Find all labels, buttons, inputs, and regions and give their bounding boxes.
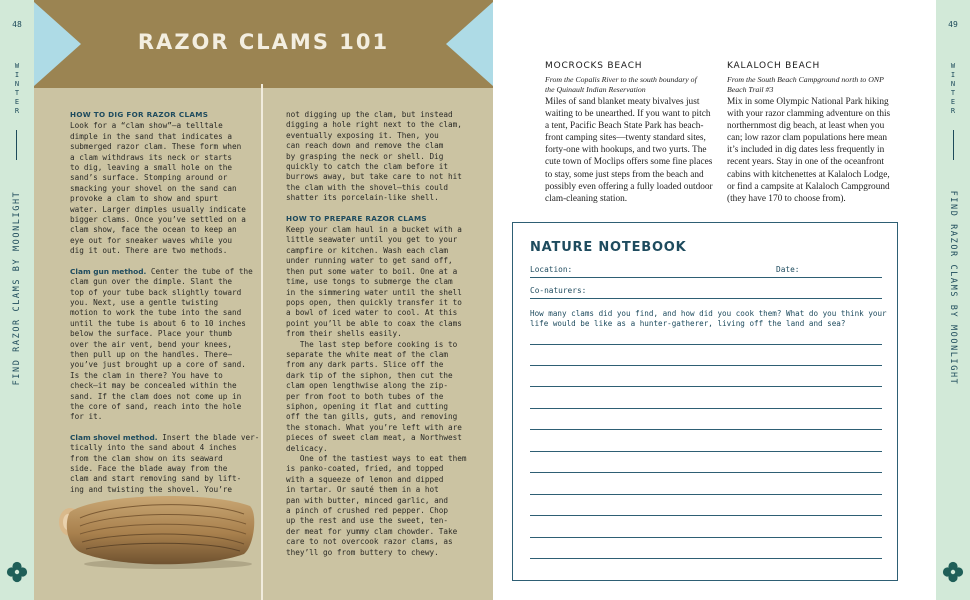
run-in-clam-shovel: Clam shovel method. [70,432,158,442]
section-label-left [0,62,34,116]
beach-body-mocrocks [545,96,723,205]
notebook-prompt [530,309,887,329]
section-label-right [936,62,970,116]
running-title-left: FIND RAZOR CLAMS BY MOONLIGHT [12,190,22,386]
right-margin-strip [936,0,970,600]
date-label: Date: [776,265,800,274]
left-page [34,0,493,600]
beach-subtitle-mocrocks [545,75,720,95]
paragraph-clam-shovel-start: Insert the blade ver- [157,432,260,442]
razor-clam-illustration [56,488,256,570]
run-in-clam-gun: Clam gun method. [70,266,147,276]
page-number-right: 49 [948,20,958,29]
section-label-text: W I N T E R [950,62,956,115]
text-column-2 [286,110,490,558]
nature-notebook [512,222,898,581]
beach-body-kalaloch [727,96,907,205]
clover-flower-icon [942,561,964,583]
writing-line[interactable] [530,515,882,516]
margin-rule-right [953,130,954,160]
paragraph-shovel-continued: not digging up the clam, but instead digging a hole right next to the clam, eventually exposing it. Then, you can reach down and remove the clam by grasping the neck or shell. Dig quickly to catch the clam before it burrows away, but take care to not hit the clam with the shovel—this could shatter its porcelain-like shell. [286,110,462,203]
paragraph-cleaning: The last step before cooking is to separate the white meat of the clam from any dark parts. Slice off the dark tip of the siphon, then cut the clam open lengthwise along the zip- per from foot to both tubes of the siphon, opening it flat and cutting off the tan gills, guts, and removing the stomach. What you’re left with are pieces of sweet clam meat, a Northwest delicacy. [286,339,462,453]
text-column-1 [70,110,258,495]
paragraph-clam-shovel: tically into the sand about 4 inches from the clam show on its seaward side. Face the blade away from the clam and start removing sand by lift- ing and twisting the shovel. You’re [70,443,242,494]
writing-line[interactable] [530,451,882,452]
running-title-right: FIND RAZOR CLAMS BY MOONLIGHT [948,190,958,386]
writing-line[interactable] [530,429,882,430]
location-label: Location: [530,265,573,274]
writing-line[interactable] [530,344,882,345]
page-title: RAZOR CLAMS 101 [137,30,390,54]
margin-rule-left [16,130,17,160]
section-heading-prepare: HOW TO PREPARE RAZOR CLAMS [286,213,427,223]
location-line[interactable] [530,277,882,278]
conaturers-label: Co-naturers: [530,286,587,295]
paragraph-prepare: Keep your clam haul in a bucket with a little seawater until you get to your campfire or kitchen. Wash each clam under running water to get sand off, then put some water to boil. One at a time, use tongs to submerge the clam in the simmering water until the shell pops open, then quickly transfer it to a bowl of iced water to cool. At this point you’ll be able to coax the clams from their shells easily. [286,225,462,339]
beach-subtitle-mocrocks-text: From the Copalis River to the south boundary of the Quinault Indian Reservation [545,75,697,94]
writing-line[interactable] [530,386,882,387]
paragraph-clam-gun: clam gun over the dimple. Slant the top of your tube back slightly toward you. Next, use a gentle twisting motion to work the tube into the sand until the tube is about 6 to 10 inches below the surface. Place your thumb over the air vent, bend your knees, then pull up on the handles. There— you’ve just brought up a core of sand. Is the clam in there? You have to check—it may be concealed within the sand. If the clam does not come up in the core of sand, reach into the hole for it. [70,277,246,422]
beach-body-kalaloch-text: Mix in some Olympic National Park hiking with your razor clamming adventure on this northernmost dig beach, at least when you can; low razor clam populations here mean it’s included in dig dates less frequently in recent years. Stay in one of the oceanfront cabins with kitchenettes at Kalaloch Lodge, or find a campsite at Kalaloch Campground (they have 170 to choose from). [727,97,891,204]
section-heading-dig: HOW TO DIG FOR RAZOR CLAMS [70,110,209,119]
page-number-left: 48 [12,20,22,29]
section-label-text: W I N T E R [14,62,20,115]
paragraph-clam-show: Look for a “clam show”—a telltale dimple in the sand that indicates a submerged razor clam. These form when a clam withdraws its neck or starts to dig, leaving a small hole on the sand’s surface. Stomping around or smacking your shovel on the sand can provoke a clam to show and spurt water. Larger dimples usually indicate bigger clams. Once you’ve settled on a clam show, face the ocean to keep an eye out for sneaker waves while you dig it out. There are two methods. [70,121,246,256]
clover-flower-icon [6,561,28,583]
notebook-prompt-text: How many clams did you find, and how did you cook them? What do you think your life would be like as a hunter-gatherer, living off the land and sea? [530,309,887,328]
writing-line[interactable] [530,408,882,409]
beach-heading-kalaloch: KALALOCH BEACH [727,61,821,71]
paragraph-clam-gun-start: Center the tube of the [146,266,253,276]
writing-line[interactable] [530,537,882,538]
beach-subtitle-kalaloch-text: From the South Beach Campground north to ONP Beach Trail #3 [727,75,884,94]
writing-line[interactable] [530,558,882,559]
left-margin-strip [0,0,34,600]
column-divider [261,84,263,600]
writing-line[interactable] [530,494,882,495]
conaturers-line[interactable] [530,298,882,299]
beach-subtitle-kalaloch [727,75,907,95]
notebook-title: NATURE NOTEBOOK [530,240,687,255]
beach-heading-mocrocks: MOCROCKS BEACH [545,61,643,71]
paragraph-cooking: One of the tastiest ways to eat them is panko-coated, fried, and topped with a squeeze of lemon and dipped in tartar. Or sauté them in a hot pan with butter, minced garlic, and a pinch of crushed red pepper. Chop up the rest and use the sweet, ten- der meat for yummy clam chowder. Take care to not overcook razor clams, as they’ll go from buttery to chewy. [286,454,467,557]
writing-line[interactable] [530,365,882,366]
writing-line[interactable] [530,472,882,473]
beach-body-mocrocks-text: Miles of sand blanket meaty bivalves just waiting to be unearthed. If you want to pitch a tent, Pacific Beach State Park has beach- front camping sites—twenty standard sites, forty-one with hookups, and two yurts. The cute town of Moclips offers some fine places to stay, some just steps from the beach and possibly even offering a fully loaded outdoor clam-cleaning station. [545,97,713,204]
